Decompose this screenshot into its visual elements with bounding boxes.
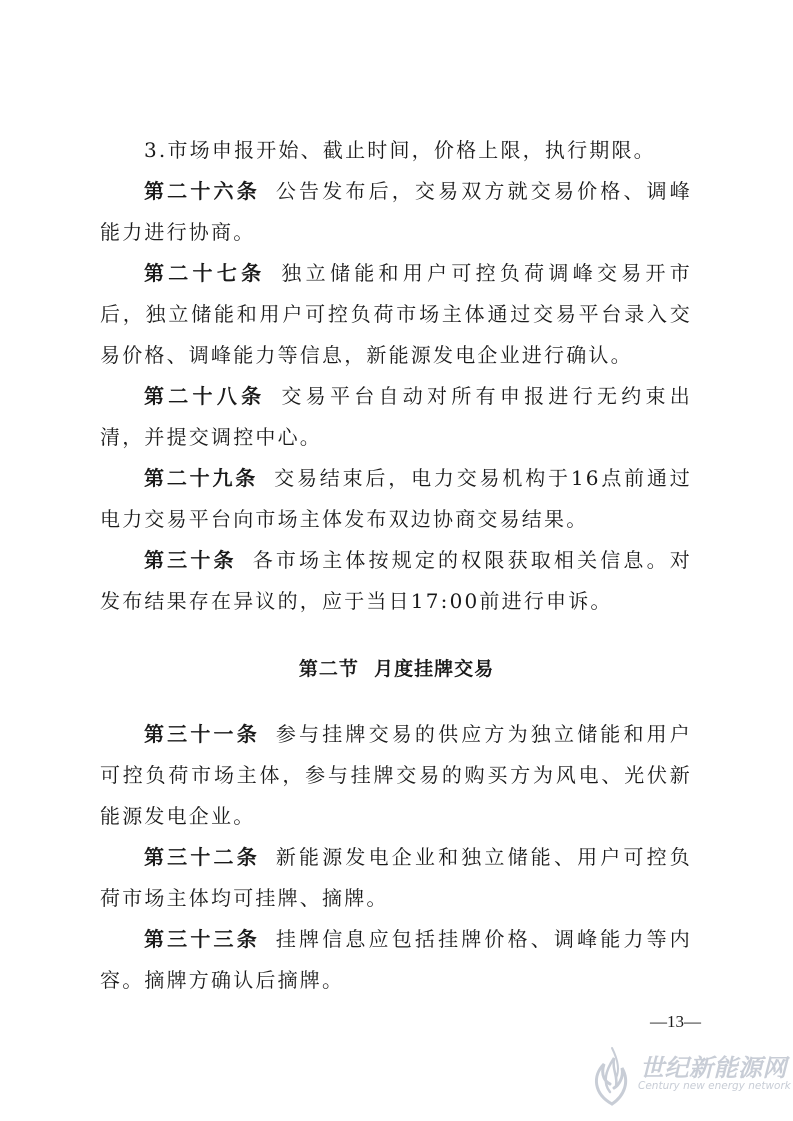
- paragraph-text: 独立储能和用户可控负荷调峰交易开市后，独立储能和用户可控负荷市场主体通过交易平台录入交易价格、调峰能力等信息，新能源发电企业进行确认。: [100, 261, 693, 367]
- paragraph-article-26: [100, 171, 692, 253]
- paragraph-text: 公告发布后，交易双方就交易价格、调峰能力进行协商。: [100, 179, 693, 244]
- watermark-name: 世纪新能源网: [640, 1054, 787, 1082]
- watermark: [588, 1040, 791, 1110]
- paragraph-text: 3.市场申报开始、截止时间，价格上限，执行期限。: [144, 138, 656, 162]
- article-number: 第三十二条: [144, 845, 260, 869]
- article-number: 第二十九条: [144, 466, 259, 490]
- flame-logo-icon: [588, 1042, 636, 1108]
- watermark-subtitle: Century new energy network: [638, 1080, 791, 1092]
- paragraph-text: 挂牌信息应包括挂牌价格、调峰能力等内容。摘牌方确认后摘牌。: [100, 927, 693, 992]
- paragraph-article-31: [100, 714, 692, 837]
- paragraph-text: 参与挂牌交易的供应方为独立储能和用户可控负荷市场主体，参与挂牌交易的购买方为风电、光伏新能源发电企业。: [100, 722, 693, 828]
- paragraph-text: 各市场主体按规定的权限获取相关信息。对发布结果存在异议的，应于当日17:00前进行申诉。: [100, 548, 692, 613]
- paragraph-article-27: [100, 253, 692, 376]
- page-number: —13—: [650, 1012, 701, 1031]
- article-number: 第二十六条: [144, 179, 260, 203]
- article-number: 第二十七条: [144, 261, 266, 285]
- paragraph-market-declaration-item-3: [100, 130, 692, 171]
- paragraph-article-29: [100, 458, 692, 540]
- article-number: 第三十条: [144, 548, 237, 572]
- paragraph-text: 新能源发电企业和独立储能、用户可控负荷市场主体均可挂牌、摘牌。: [100, 845, 693, 910]
- paragraph-text: 交易平台自动对所有申报进行无约束出清，并提交调控中心。: [100, 384, 693, 449]
- paragraph-article-33: [100, 919, 692, 1001]
- paragraph-article-28: [100, 376, 692, 458]
- paragraph-text: 交易结束后，电力交易机构于16点前通过电力交易平台向市场主体发布双边协商交易结果。: [100, 466, 692, 531]
- paragraph-article-30: [100, 540, 692, 622]
- article-number: 第二十八条: [144, 384, 266, 408]
- article-number: 第三十一条: [144, 722, 260, 746]
- article-number: 第三十三条: [144, 927, 260, 951]
- paragraph-article-32: [100, 837, 692, 919]
- section-heading: 第二节 月度挂牌交易: [298, 658, 495, 680]
